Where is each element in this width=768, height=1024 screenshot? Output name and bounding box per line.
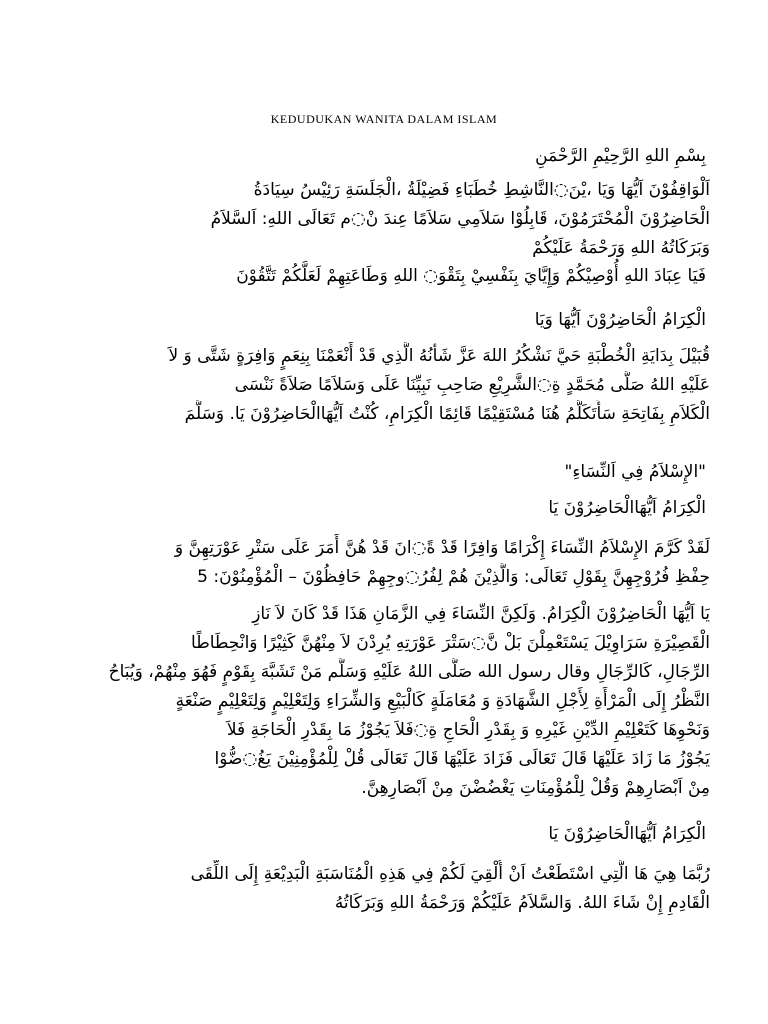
paragraph-5 <box>84 600 710 803</box>
text-line: الْحَاضِرُوْنَ الْمُحْتَرَمُوْنَ، قَابِلُوْا سَلاَمِي سَلاَمًا عِندَ نْ◌م تَعَالَى اللهِ: اَلسَّلاَمُ <box>210 209 710 229</box>
paragraph-4 <box>84 534 710 592</box>
text-line: لَقَدْ كَرَّمَ الإِسْلاَمُ النِّسَاءَ إِكْرَامًا وَافِرًا قَدْ ةً◌انَ قَدْ هُنَّ أَمَرَ عَلَى سَتْرِ عَوْرَتِهِنَّ وَ <box>174 538 710 558</box>
text-line: وَبَرَكَاتُهُ اللهِ وَرَحْمَةُ عَلَيْكُمْ <box>532 238 710 258</box>
text-line: رُبَّمَا هِيَ هَا الَّتِي اسْتَطَعْتُ اَنْ أُلْقِيَ لَكُمْ فِي هَذِهِ الْمُنَاسَبَةِ الْبَدِيْعَةِ إِلَى اللِّقَى <box>190 864 710 884</box>
paragraph-2: فَيَا عِبَادَ اللهِ أُوْصِيْكُمْ وَإِيَّايَ بِنَفْسِيْ بِتَقْوَ◌ اللهِ وَطَاعَتِهِمْ لَعَلَّكُمْ تَتَّقُوْنَ <box>236 266 706 286</box>
text-line: الْقَادِمِ إِنْ شَاءَ اللهُ. وَالسَّلاَمُ عَلَيْكُمْ وَرَحْمَةُ اللهِ وَبَرَكَاتُهُ <box>334 893 710 913</box>
text-line: الرِّجَالِ، كَالرِّجَالِ وقال رسول الله صَلَّى اللهُ عَلَيْهِ وَسَلَّم مَنْ تَشَبَّهَ بِقَوْمٍ فَهُوَ مِنْهُمْ، وَيُبَاحُ <box>108 662 710 682</box>
document-title: KEDUDUKAN WANITA DALAM ISLAM <box>270 112 498 126</box>
heading-address-2: الْكِرَامُ اَيُّهَاالْحَاضِرُوْنَ يَا <box>548 498 706 518</box>
paragraph-6 <box>84 860 710 918</box>
text-line: يَا اَيُّهَا الْحَاضِرُوْنَ الْكِرَامُ. وَلَكِنَّ النِّسَاءَ فِي الزَّمَانِ هَذَا قَدْ كَانَ لاَ نَازِ <box>252 604 710 624</box>
paragraph-1 <box>84 176 710 263</box>
basmala: بِسْمِ اللهِ الرَّحِيْمِ الرَّحْمَنِ <box>535 146 706 166</box>
text-line: مِنْ اَبْصَارِهِمْ وَقُلْ لِلْمُؤْمِنَاتِ يَغْضُضْنَ مِنْ اَبْصَارِهِنَّ. <box>361 778 710 798</box>
text-line: الْكَلاَمِ بِفَاتِحَةِ سَأَتَكَلَّمُ هُنَا مُسْتَقِيْمًا قَائِمًا الْكِرَامِ، كُنْتُ اَيُّهَاالْحَاضِرُوْنَ يَا. وَسَلَّمَ <box>184 404 710 424</box>
text-line: وَنَحْوِهَا كَتَعْلِيْمِ الدِّيْنِ غَيْرِهِ وَ بِقَدْرِ الْحَاجِ ةِ◌فَلاَ يَجُوْزُ مَا بِقَدْرِ الْحَاجَةِ فَلاَ <box>226 720 710 740</box>
text-line: عَلَيْهِ اللهُ صَلَّى مُحَمَّدٍ ةِ◌الشَّرِيْعِ صَاحِبِ نَبِيِّنَا عَلَى وَسَلاَمًا صَلاَةً نَنْسَى <box>234 375 710 395</box>
text-line: حِفْظِ فُرُوْجِهِنَّ بِقَوْلِ تَعَالَى: وَالَّذِيْنَ هُمْ لِفُرُ◌وجِهِمْ حَافِظُوْنَ – الْمُؤْمِنُوْنَ: 5 <box>197 567 710 587</box>
heading-address-3: الْكِرَامُ اَيُّهَاالْحَاضِرُوْنَ يَا <box>548 824 706 844</box>
text-line: اَلْوَاقِفُوْنَ اَيُّهَا وَيَا ،يْنَ◌النَّاشِطِ خُطَبَاءِ فَضِيْلَةُ ،الْجَلَسَةِ رَئِيْسُ سِيَادَةُ <box>253 180 710 200</box>
text-line: يَجُوْزُ مَا زَادَ عَلَيْهَا قَالَ تَعَالَى فَزَادَ عَلَيْهَا قَالَ تَعَالَى قُلْ لِلْمُؤْمِنِيْنَ يَغُ◌ضُّوْا <box>214 749 710 769</box>
paragraph-3 <box>84 342 710 429</box>
text-line: قُبَيْلَ بِدَايَةِ الْخُطْبَةِ حَيَّ نَشْكُرُ اللهَ عَزَّ شَأْنُهُ الَّذِي قَدْ أَنْعَمْنَا بِنِعَمٍ وَافِرَةٍ شَتَّى وَ لاَ <box>168 346 710 366</box>
heading-topic: "الإِسْلاَمُ فِي اَلنِّسَاءِ" <box>564 462 706 482</box>
text-line: الْقَصِيْرَةِ سَرَاوِيْلَ يَسْتَعْمِلْنَ بَلْ نَّ◌سَتْرَ عَوْرَتِهِ يُرِدْنَ لاَ مِنْهُنَّ كَثِيْرًا وَانْحِطَاطًا <box>191 633 710 653</box>
text-line: النَّظْرُ إِلَى الْمَرْأَةِ لِأَجْلِ الشَّهَادَةِ وَ مُعَامَلَةٍ كَالْبَيْعِ وَالشِّرَاءِ وَلِتَعْلِيْمٍ وَلِتَعْلِيْمٍ صَنْعَةٍ <box>175 691 710 711</box>
heading-address-1: الْكِرَامُ الْحَاضِرُوْنَ اَيُّهَا وَيَا <box>534 310 706 330</box>
